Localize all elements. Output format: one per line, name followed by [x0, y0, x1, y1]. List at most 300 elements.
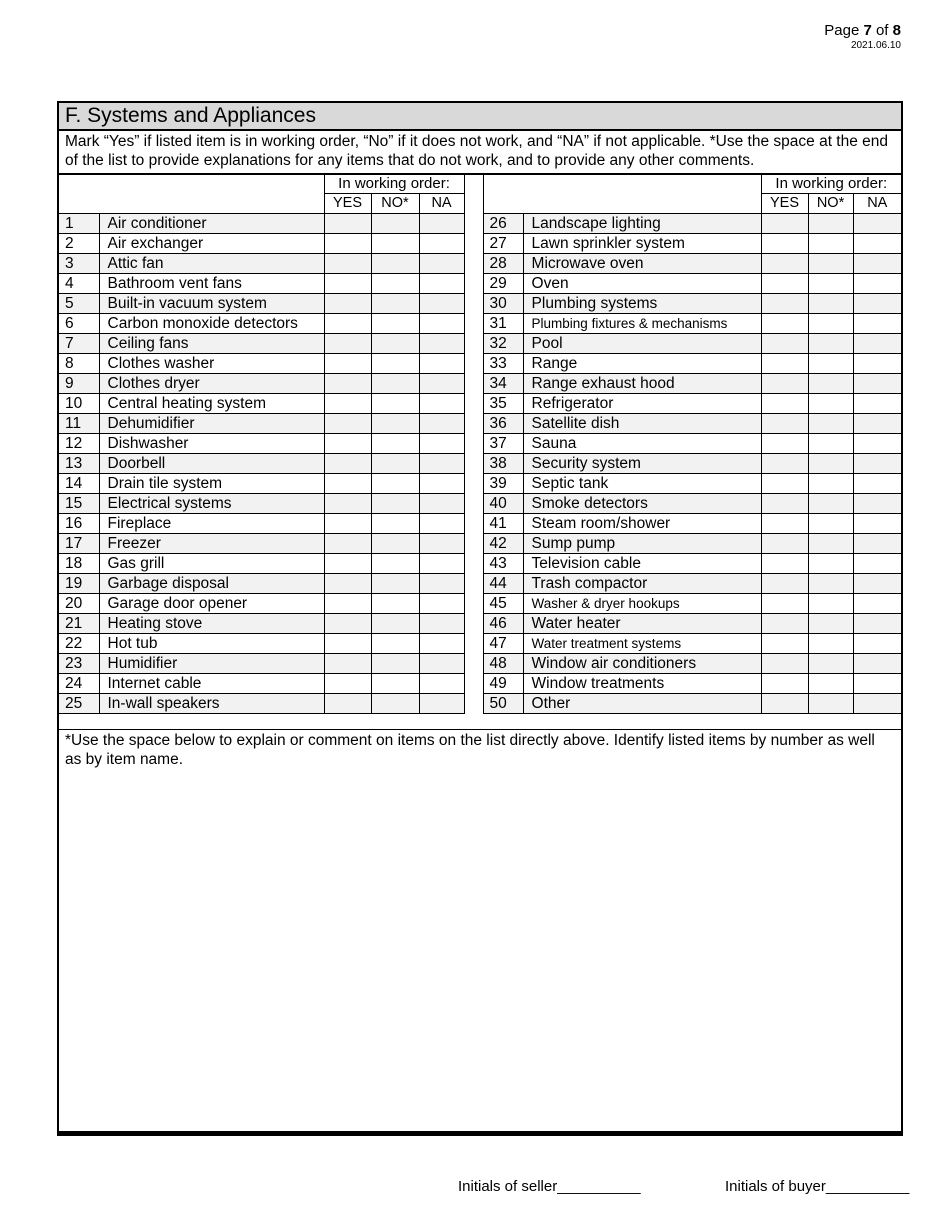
yes-checkbox-cell[interactable]: [761, 674, 808, 694]
column-gap: [464, 614, 483, 634]
no-checkbox-cell[interactable]: [371, 354, 419, 374]
column-gap: [464, 674, 483, 694]
no-checkbox-cell[interactable]: [808, 534, 853, 554]
no-checkbox-cell[interactable]: [371, 334, 419, 354]
column-gap: [464, 654, 483, 674]
yes-checkbox-cell[interactable]: [324, 434, 371, 454]
no-checkbox-cell[interactable]: [371, 234, 419, 254]
item-name: Plumbing fixtures & mechanisms: [523, 314, 761, 334]
column-gap: [464, 554, 483, 574]
na-column-header: NA: [853, 194, 901, 214]
item-name: Clothes dryer: [99, 374, 324, 394]
no-checkbox-cell[interactable]: [808, 314, 853, 334]
item-name: Steam room/shower: [523, 514, 761, 534]
yes-checkbox-cell[interactable]: [324, 574, 371, 594]
table-row: [59, 414, 901, 434]
item-number: 48: [483, 654, 523, 674]
na-checkbox-cell[interactable]: [853, 354, 901, 374]
yes-checkbox-cell[interactable]: [761, 614, 808, 634]
table-row: [59, 234, 901, 254]
item-name: Plumbing systems: [523, 294, 761, 314]
yes-checkbox-cell[interactable]: [761, 234, 808, 254]
no-checkbox-cell[interactable]: [808, 414, 853, 434]
no-checkbox-cell[interactable]: [808, 434, 853, 454]
item-name: Drain tile system: [99, 474, 324, 494]
no-checkbox-cell[interactable]: [808, 494, 853, 514]
item-name: Washer & dryer hookups: [523, 594, 761, 614]
item-name: Bathroom vent fans: [99, 274, 324, 294]
column-gap: [464, 374, 483, 394]
item-name: Attic fan: [99, 254, 324, 274]
na-checkbox-cell[interactable]: [853, 494, 901, 514]
yes-checkbox-cell[interactable]: [761, 634, 808, 654]
no-checkbox-cell[interactable]: [808, 454, 853, 474]
na-checkbox-cell[interactable]: [419, 494, 464, 514]
column-gap: [464, 194, 483, 214]
yes-checkbox-cell[interactable]: [324, 534, 371, 554]
na-checkbox-cell[interactable]: [853, 694, 901, 714]
yes-checkbox-cell[interactable]: [761, 354, 808, 374]
table-row: [59, 474, 901, 494]
yes-checkbox-cell[interactable]: [324, 294, 371, 314]
item-number: 24: [59, 674, 99, 694]
header-row-group: [59, 174, 901, 194]
item-number: 22: [59, 634, 99, 654]
na-checkbox-cell[interactable]: [853, 434, 901, 454]
yes-checkbox-cell[interactable]: [761, 254, 808, 274]
yes-checkbox-cell[interactable]: [761, 534, 808, 554]
na-checkbox-cell[interactable]: [419, 534, 464, 554]
table-row: [59, 514, 901, 534]
table-row: [59, 394, 901, 414]
item-number: 8: [59, 354, 99, 374]
table-row: [59, 594, 901, 614]
no-checkbox-cell[interactable]: [371, 614, 419, 634]
item-number: 45: [483, 594, 523, 614]
yes-checkbox-cell[interactable]: [324, 494, 371, 514]
no-checkbox-cell[interactable]: [808, 554, 853, 574]
item-name: Gas grill: [99, 554, 324, 574]
na-checkbox-cell[interactable]: [853, 554, 901, 574]
table-row: [59, 634, 901, 654]
yes-checkbox-cell[interactable]: [324, 594, 371, 614]
na-checkbox-cell[interactable]: [419, 414, 464, 434]
item-number: 38: [483, 454, 523, 474]
item-name: Pool: [523, 334, 761, 354]
item-name: Sauna: [523, 434, 761, 454]
item-number: 19: [59, 574, 99, 594]
na-checkbox-cell[interactable]: [419, 214, 464, 234]
item-number: 6: [59, 314, 99, 334]
item-name: Window air conditioners: [523, 654, 761, 674]
na-checkbox-cell[interactable]: [419, 354, 464, 374]
no-checkbox-cell[interactable]: [808, 614, 853, 634]
item-number: 4: [59, 274, 99, 294]
no-checkbox-cell[interactable]: [371, 274, 419, 294]
appliances-table: [59, 174, 901, 714]
column-gap: [464, 254, 483, 274]
yes-checkbox-cell[interactable]: [761, 654, 808, 674]
item-number: 10: [59, 394, 99, 414]
no-column-header: NO*: [808, 194, 853, 214]
item-name: Refrigerator: [523, 394, 761, 414]
yes-checkbox-cell[interactable]: [324, 654, 371, 674]
no-checkbox-cell[interactable]: [371, 434, 419, 454]
no-column-header: NO*: [371, 194, 419, 214]
item-name: Window treatments: [523, 674, 761, 694]
item-number: 9: [59, 374, 99, 394]
na-checkbox-cell[interactable]: [853, 314, 901, 334]
header-blank-left: [59, 174, 324, 194]
no-checkbox-cell[interactable]: [808, 594, 853, 614]
column-gap: [464, 294, 483, 314]
column-gap: [464, 634, 483, 654]
item-name: Satellite dish: [523, 414, 761, 434]
item-name: Dishwasher: [99, 434, 324, 454]
no-checkbox-cell[interactable]: [808, 294, 853, 314]
item-number: 39: [483, 474, 523, 494]
item-number: 46: [483, 614, 523, 634]
item-number: 32: [483, 334, 523, 354]
page-current: 7: [863, 22, 872, 39]
column-gap: [464, 454, 483, 474]
yes-checkbox-cell[interactable]: [761, 394, 808, 414]
no-checkbox-cell[interactable]: [371, 494, 419, 514]
item-name: Landscape lighting: [523, 214, 761, 234]
yes-checkbox-cell[interactable]: [761, 374, 808, 394]
column-gap: [464, 574, 483, 594]
no-checkbox-cell[interactable]: [808, 234, 853, 254]
comments-prompt: *Use the space below to explain or comment on items on the list directly above. Identify listed items by number as well as by item name.: [65, 732, 875, 768]
no-checkbox-cell[interactable]: [371, 574, 419, 594]
no-checkbox-cell[interactable]: [371, 414, 419, 434]
table-row: [59, 554, 901, 574]
item-number: 13: [59, 454, 99, 474]
no-checkbox-cell[interactable]: [808, 674, 853, 694]
na-checkbox-cell[interactable]: [853, 674, 901, 694]
column-gap: [464, 694, 483, 714]
item-name: Air conditioner: [99, 214, 324, 234]
column-gap: [464, 514, 483, 534]
no-checkbox-cell[interactable]: [371, 554, 419, 574]
no-checkbox-cell[interactable]: [808, 474, 853, 494]
yes-checkbox-cell[interactable]: [761, 554, 808, 574]
no-checkbox-cell[interactable]: [808, 354, 853, 374]
yes-checkbox-cell[interactable]: [324, 454, 371, 474]
table-row: [59, 314, 901, 334]
yes-checkbox-cell[interactable]: [761, 594, 808, 614]
table-row: [59, 434, 901, 454]
na-checkbox-cell[interactable]: [853, 614, 901, 634]
item-name: Air exchanger: [99, 234, 324, 254]
item-name: Television cable: [523, 554, 761, 574]
item-number: 36: [483, 414, 523, 434]
na-checkbox-cell[interactable]: [419, 374, 464, 394]
item-name: Hot tub: [99, 634, 324, 654]
item-number: 17: [59, 534, 99, 554]
yes-checkbox-cell[interactable]: [324, 374, 371, 394]
item-name: Lawn sprinkler system: [523, 234, 761, 254]
item-name: Sump pump: [523, 534, 761, 554]
item-number: 42: [483, 534, 523, 554]
item-number: 50: [483, 694, 523, 714]
na-checkbox-cell[interactable]: [853, 394, 901, 414]
item-number: 40: [483, 494, 523, 514]
item-name: Garbage disposal: [99, 574, 324, 594]
no-checkbox-cell[interactable]: [371, 314, 419, 334]
no-checkbox-cell[interactable]: [371, 454, 419, 474]
item-name: Freezer: [99, 534, 324, 554]
item-number: 3: [59, 254, 99, 274]
item-name: Electrical systems: [99, 494, 324, 514]
no-checkbox-cell[interactable]: [808, 394, 853, 414]
item-number: 23: [59, 654, 99, 674]
item-number: 1: [59, 214, 99, 234]
no-checkbox-cell[interactable]: [808, 574, 853, 594]
no-checkbox-cell[interactable]: [808, 514, 853, 534]
no-checkbox-cell[interactable]: [371, 374, 419, 394]
item-number: 25: [59, 694, 99, 714]
page-mid: of: [871, 22, 893, 39]
na-checkbox-cell[interactable]: [419, 314, 464, 334]
section-title: F. Systems and Appliances: [59, 103, 901, 131]
table-row: [59, 454, 901, 474]
item-name: Built-in vacuum system: [99, 294, 324, 314]
na-checkbox-cell[interactable]: [419, 574, 464, 594]
table-row: [59, 694, 901, 714]
column-gap: [464, 274, 483, 294]
yes-checkbox-cell[interactable]: [324, 214, 371, 234]
yes-checkbox-cell[interactable]: [324, 554, 371, 574]
item-number: 21: [59, 614, 99, 634]
yes-checkbox-cell[interactable]: [324, 234, 371, 254]
yes-checkbox-cell[interactable]: [761, 574, 808, 594]
table-row: [59, 374, 901, 394]
na-checkbox-cell[interactable]: [853, 374, 901, 394]
item-number: 27: [483, 234, 523, 254]
header-blank-right: [483, 174, 761, 194]
item-number: 26: [483, 214, 523, 234]
na-checkbox-cell[interactable]: [419, 254, 464, 274]
table-row: [59, 334, 901, 354]
no-checkbox-cell[interactable]: [371, 474, 419, 494]
no-checkbox-cell[interactable]: [371, 534, 419, 554]
yes-checkbox-cell[interactable]: [761, 514, 808, 534]
yes-checkbox-cell[interactable]: [761, 494, 808, 514]
no-checkbox-cell[interactable]: [371, 594, 419, 614]
working-order-header-left: In working order:: [324, 174, 464, 194]
yes-checkbox-cell[interactable]: [324, 334, 371, 354]
yes-checkbox-cell[interactable]: [761, 294, 808, 314]
item-name: Microwave oven: [523, 254, 761, 274]
item-number: 41: [483, 514, 523, 534]
item-name: Garage door opener: [99, 594, 324, 614]
item-name: Heating stove: [99, 614, 324, 634]
na-checkbox-cell[interactable]: [419, 434, 464, 454]
no-checkbox-cell[interactable]: [371, 654, 419, 674]
no-checkbox-cell[interactable]: [371, 294, 419, 314]
na-checkbox-cell[interactable]: [419, 594, 464, 614]
yes-checkbox-cell[interactable]: [324, 634, 371, 654]
no-checkbox-cell[interactable]: [371, 694, 419, 714]
table-row: [59, 494, 901, 514]
na-checkbox-cell[interactable]: [853, 634, 901, 654]
no-checkbox-cell[interactable]: [808, 214, 853, 234]
no-checkbox-cell[interactable]: [808, 634, 853, 654]
yes-checkbox-cell[interactable]: [324, 254, 371, 274]
no-checkbox-cell[interactable]: [371, 254, 419, 274]
no-checkbox-cell[interactable]: [808, 654, 853, 674]
yes-checkbox-cell[interactable]: [324, 414, 371, 434]
na-checkbox-cell[interactable]: [853, 514, 901, 534]
na-checkbox-cell[interactable]: [419, 554, 464, 574]
seller-initials-field[interactable]: Initials of seller__________: [458, 1178, 641, 1195]
header-row-columns: [59, 194, 901, 214]
yes-checkbox-cell[interactable]: [324, 394, 371, 414]
item-number: 12: [59, 434, 99, 454]
yes-checkbox-cell[interactable]: [324, 694, 371, 714]
item-number: 28: [483, 254, 523, 274]
item-name: Ceiling fans: [99, 334, 324, 354]
yes-checkbox-cell[interactable]: [761, 314, 808, 334]
table-row: [59, 294, 901, 314]
na-checkbox-cell[interactable]: [419, 654, 464, 674]
na-checkbox-cell[interactable]: [853, 414, 901, 434]
na-checkbox-cell[interactable]: [419, 294, 464, 314]
yes-checkbox-cell[interactable]: [324, 514, 371, 534]
column-gap: [464, 334, 483, 354]
item-name: Humidifier: [99, 654, 324, 674]
no-checkbox-cell[interactable]: [371, 214, 419, 234]
item-number: 33: [483, 354, 523, 374]
yes-checkbox-cell[interactable]: [761, 334, 808, 354]
item-number: 29: [483, 274, 523, 294]
no-checkbox-cell[interactable]: [371, 394, 419, 414]
table-row: [59, 674, 901, 694]
item-number: 20: [59, 594, 99, 614]
column-gap: [464, 434, 483, 454]
yes-checkbox-cell[interactable]: [761, 214, 808, 234]
na-checkbox-cell[interactable]: [419, 614, 464, 634]
no-checkbox-cell[interactable]: [808, 254, 853, 274]
item-name: Dehumidifier: [99, 414, 324, 434]
na-checkbox-cell[interactable]: [853, 654, 901, 674]
yes-checkbox-cell[interactable]: [761, 694, 808, 714]
header-blank-left: [59, 194, 324, 214]
na-checkbox-cell[interactable]: [853, 214, 901, 234]
table-row: [59, 214, 901, 234]
na-checkbox-cell[interactable]: [419, 394, 464, 414]
item-name: Water treatment systems: [523, 634, 761, 654]
no-checkbox-cell[interactable]: [808, 694, 853, 714]
yes-checkbox-cell[interactable]: [324, 614, 371, 634]
table-row: [59, 274, 901, 294]
page-total: 8: [892, 22, 901, 39]
yes-checkbox-cell[interactable]: [324, 314, 371, 334]
na-checkbox-cell[interactable]: [853, 574, 901, 594]
table-row: [59, 534, 901, 554]
na-checkbox-cell[interactable]: [853, 254, 901, 274]
item-name: Central heating system: [99, 394, 324, 414]
item-number: 2: [59, 234, 99, 254]
item-number: 34: [483, 374, 523, 394]
item-number: 35: [483, 394, 523, 414]
na-checkbox-cell[interactable]: [419, 674, 464, 694]
na-checkbox-cell[interactable]: [419, 474, 464, 494]
na-checkbox-cell[interactable]: [853, 594, 901, 614]
na-checkbox-cell[interactable]: [853, 294, 901, 314]
item-name: Doorbell: [99, 454, 324, 474]
na-checkbox-cell[interactable]: [419, 234, 464, 254]
na-checkbox-cell[interactable]: [419, 634, 464, 654]
table-row: [59, 354, 901, 374]
item-name: Water heater: [523, 614, 761, 634]
comments-area[interactable]: [59, 729, 901, 769]
yes-checkbox-cell[interactable]: [324, 474, 371, 494]
column-gap: [464, 534, 483, 554]
na-checkbox-cell[interactable]: [419, 454, 464, 474]
table-row: [59, 254, 901, 274]
item-name: Range exhaust hood: [523, 374, 761, 394]
table-row: [59, 574, 901, 594]
no-checkbox-cell[interactable]: [371, 634, 419, 654]
systems-appliances-section: [57, 101, 903, 1136]
column-gap: [464, 494, 483, 514]
no-checkbox-cell[interactable]: [808, 374, 853, 394]
na-column-header: NA: [419, 194, 464, 214]
na-checkbox-cell[interactable]: [853, 334, 901, 354]
yes-checkbox-cell[interactable]: [324, 274, 371, 294]
na-checkbox-cell[interactable]: [853, 454, 901, 474]
item-number: 49: [483, 674, 523, 694]
item-name: Trash compactor: [523, 574, 761, 594]
yes-checkbox-cell[interactable]: [324, 674, 371, 694]
na-checkbox-cell[interactable]: [419, 514, 464, 534]
yes-checkbox-cell[interactable]: [761, 454, 808, 474]
na-checkbox-cell[interactable]: [419, 694, 464, 714]
item-name: Clothes washer: [99, 354, 324, 374]
na-checkbox-cell[interactable]: [853, 534, 901, 554]
column-gap: [464, 354, 483, 374]
no-checkbox-cell[interactable]: [808, 274, 853, 294]
item-number: 47: [483, 634, 523, 654]
page-number: [824, 22, 901, 40]
page-prefix: Page: [824, 22, 864, 39]
yes-checkbox-cell[interactable]: [761, 274, 808, 294]
item-number: 30: [483, 294, 523, 314]
yes-column-header: YES: [761, 194, 808, 214]
na-checkbox-cell[interactable]: [419, 334, 464, 354]
no-checkbox-cell[interactable]: [808, 334, 853, 354]
na-checkbox-cell[interactable]: [853, 274, 901, 294]
yes-checkbox-cell[interactable]: [761, 434, 808, 454]
na-checkbox-cell[interactable]: [419, 274, 464, 294]
no-checkbox-cell[interactable]: [371, 514, 419, 534]
item-number: 18: [59, 554, 99, 574]
no-checkbox-cell[interactable]: [371, 674, 419, 694]
yes-checkbox-cell[interactable]: [324, 354, 371, 374]
yes-checkbox-cell[interactable]: [761, 474, 808, 494]
item-number: 43: [483, 554, 523, 574]
na-checkbox-cell[interactable]: [853, 474, 901, 494]
column-gap: [464, 214, 483, 234]
item-number: 14: [59, 474, 99, 494]
item-name: Internet cable: [99, 674, 324, 694]
buyer-initials-field[interactable]: Initials of buyer__________: [725, 1178, 910, 1195]
yes-checkbox-cell[interactable]: [761, 414, 808, 434]
column-gap: [464, 394, 483, 414]
na-checkbox-cell[interactable]: [853, 234, 901, 254]
